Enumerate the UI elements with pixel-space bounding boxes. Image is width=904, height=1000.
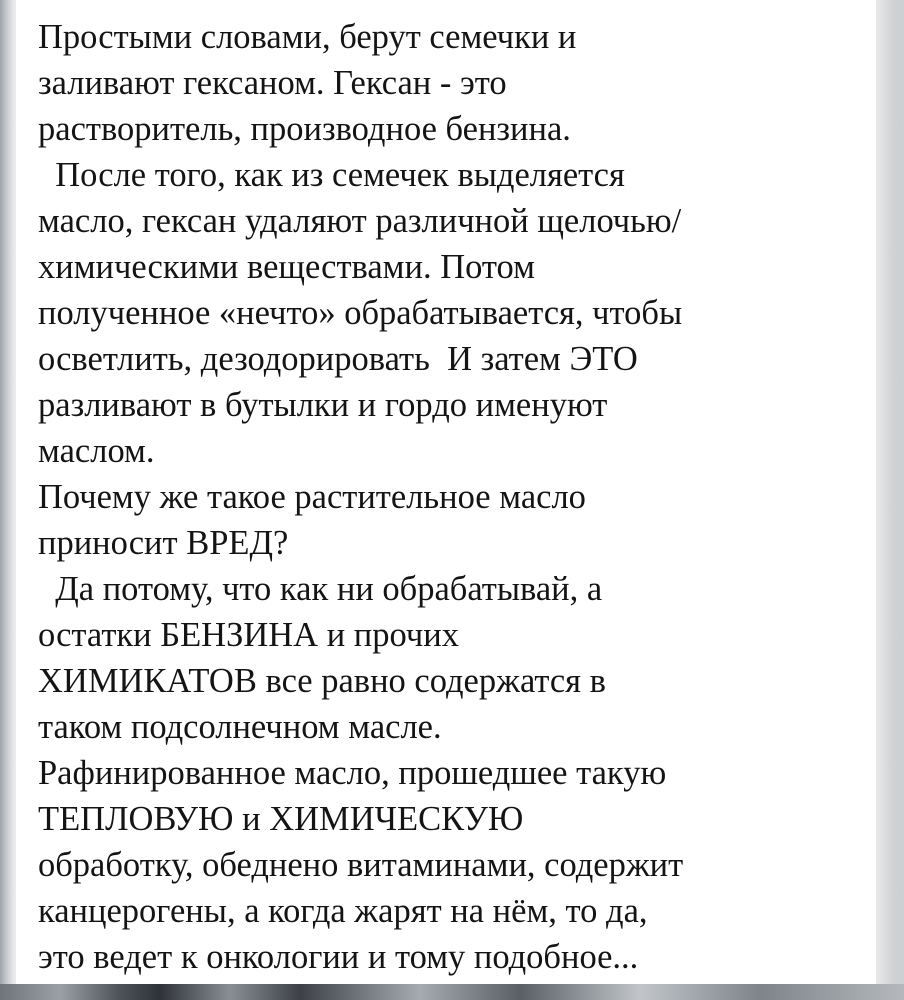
text-line: остатки БЕНЗИНА и прочих	[38, 616, 459, 654]
text-line: Почему же такое растительное масло	[38, 478, 586, 516]
text-line: Простыми словами, берут семечки и	[38, 18, 577, 56]
article-text	[38, 14, 874, 980]
text-line: приносит ВРЕД?	[38, 524, 289, 562]
text-line: полученное «нечто» обрабатывается, чтобы	[38, 294, 683, 332]
text-line: канцерогены, а когда жарят на нём, то да,	[38, 892, 648, 930]
photo-edge-right	[882, 0, 904, 984]
text-line: обработку, обеднено витаминами, содержит	[38, 846, 684, 884]
text-line: Рафинированное масло, прошедшее такую	[38, 754, 667, 792]
text-line: таком подсолнечном масле.	[38, 708, 442, 746]
background-photo-strip	[0, 984, 904, 1000]
text-line: осветлить, дезодорировать И затем ЭТО	[38, 340, 638, 378]
text-line: разливают в бутылки и гордо именуют	[38, 386, 608, 424]
text-card	[16, 0, 876, 986]
text-line: Да потому, что как ни обрабатывай, а	[38, 570, 603, 608]
text-line: ХИМИКАТОВ все равно содержатся в	[38, 662, 606, 700]
text-line: После того, как из семечек выделяется	[38, 156, 625, 194]
text-line: растворитель, производное бензина.	[38, 110, 571, 148]
text-line: маслом.	[38, 432, 155, 470]
text-line: химическими веществами. Потом	[38, 248, 535, 286]
text-line: заливают гексаном. Гексан - это	[38, 64, 507, 102]
text-line: это ведет к онкологии и тому подобное...	[38, 938, 639, 976]
text-line: масло, гексан удаляют различной щелочью/	[38, 202, 682, 240]
text-line: ТЕПЛОВУЮ и ХИМИЧЕСКУЮ	[38, 800, 524, 838]
